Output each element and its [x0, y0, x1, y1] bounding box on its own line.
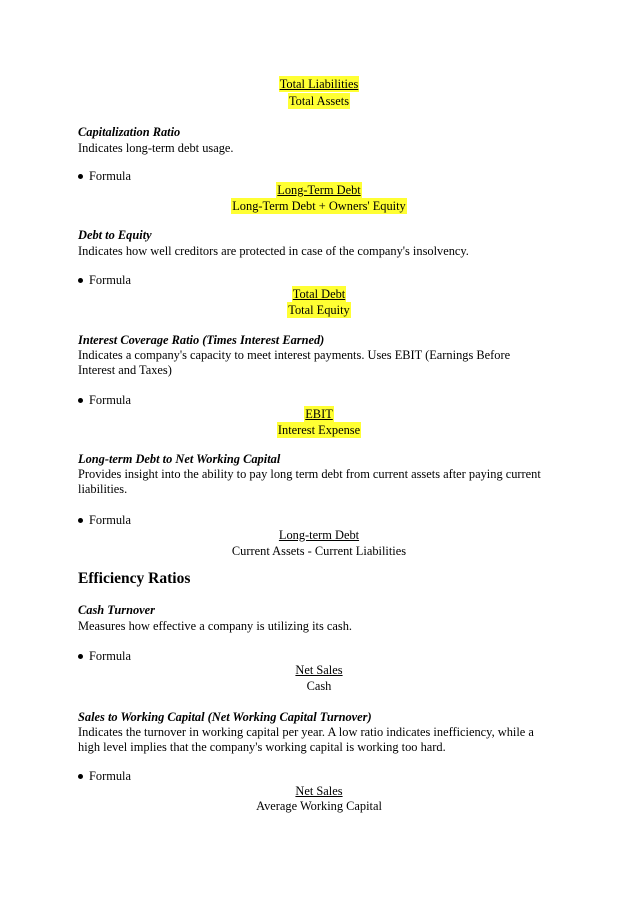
bullet-item: Formula — [78, 168, 131, 184]
formula-denominator: Long-Term Debt + Owners' Equity — [232, 199, 406, 213]
section-title: Capitalization Ratio — [78, 125, 181, 139]
formula-numerator: Long-term Debt — [278, 528, 360, 542]
formula-denominator: Total Assets — [288, 94, 350, 108]
bullet-icon — [78, 774, 83, 779]
section-description-line1: Indicates the turnover in working capital per year. A low ratio indicates inefficiency, while a — [78, 725, 534, 739]
bullet-item: Formula — [78, 768, 131, 784]
formula-numerator: EBIT — [305, 407, 333, 421]
section-description-line1: Provides insight into the ability to pay long term debt from current assets after paying current — [78, 467, 541, 481]
section-description-line1: Indicates a company's capacity to meet interest payments. Uses EBIT (Earnings Before — [78, 348, 511, 362]
section-title: Sales to Working Capital (Net Working Capital Turnover) — [78, 710, 372, 724]
section-title: Debt to Equity — [78, 228, 152, 242]
section-title: Interest Coverage Ratio (Times Interest Earned) — [78, 333, 325, 347]
formula-numerator: Long-Term Debt — [277, 183, 361, 197]
section-description: Indicates long-term debt usage. — [78, 141, 234, 155]
formula-denominator: Current Assets - Current Liabilities — [231, 544, 407, 558]
bullet-icon — [78, 278, 83, 283]
formula-numerator: Total Debt — [292, 287, 346, 301]
bullet-icon — [78, 518, 83, 523]
section-title: Long-term Debt to Net Working Capital — [78, 452, 281, 466]
section-description: Measures how effective a company is utilizing its cash. — [78, 619, 353, 633]
section-description-line2: high level implies that the company's working capital is working too hard. — [78, 740, 446, 754]
bullet-item: Formula — [78, 648, 131, 664]
bullet-icon — [78, 398, 83, 403]
section-heading: Efficiency Ratios — [78, 570, 191, 587]
section-description: Indicates how well creditors are protected in case of the company's insolvency. — [78, 244, 469, 258]
formula-denominator: Average Working Capital — [256, 799, 382, 813]
section-description-line2: liabilities. — [78, 482, 128, 496]
section-description-line2: Interest and Taxes) — [78, 363, 172, 377]
section-title: Cash Turnover — [78, 603, 155, 617]
bullet-item: Formula — [78, 272, 131, 288]
bullet-item: Formula — [78, 392, 131, 408]
bullet-item: Formula — [78, 512, 131, 528]
formula-numerator: Net Sales — [295, 784, 343, 798]
formula-denominator: Cash — [306, 679, 332, 693]
formula-denominator: Interest Expense — [277, 423, 361, 437]
bullet-icon — [78, 174, 83, 179]
bullet-icon — [78, 654, 83, 659]
formula-numerator: Total Liabilities — [279, 77, 359, 91]
formula-numerator: Net Sales — [295, 663, 343, 677]
formula-denominator: Total Equity — [288, 303, 350, 317]
